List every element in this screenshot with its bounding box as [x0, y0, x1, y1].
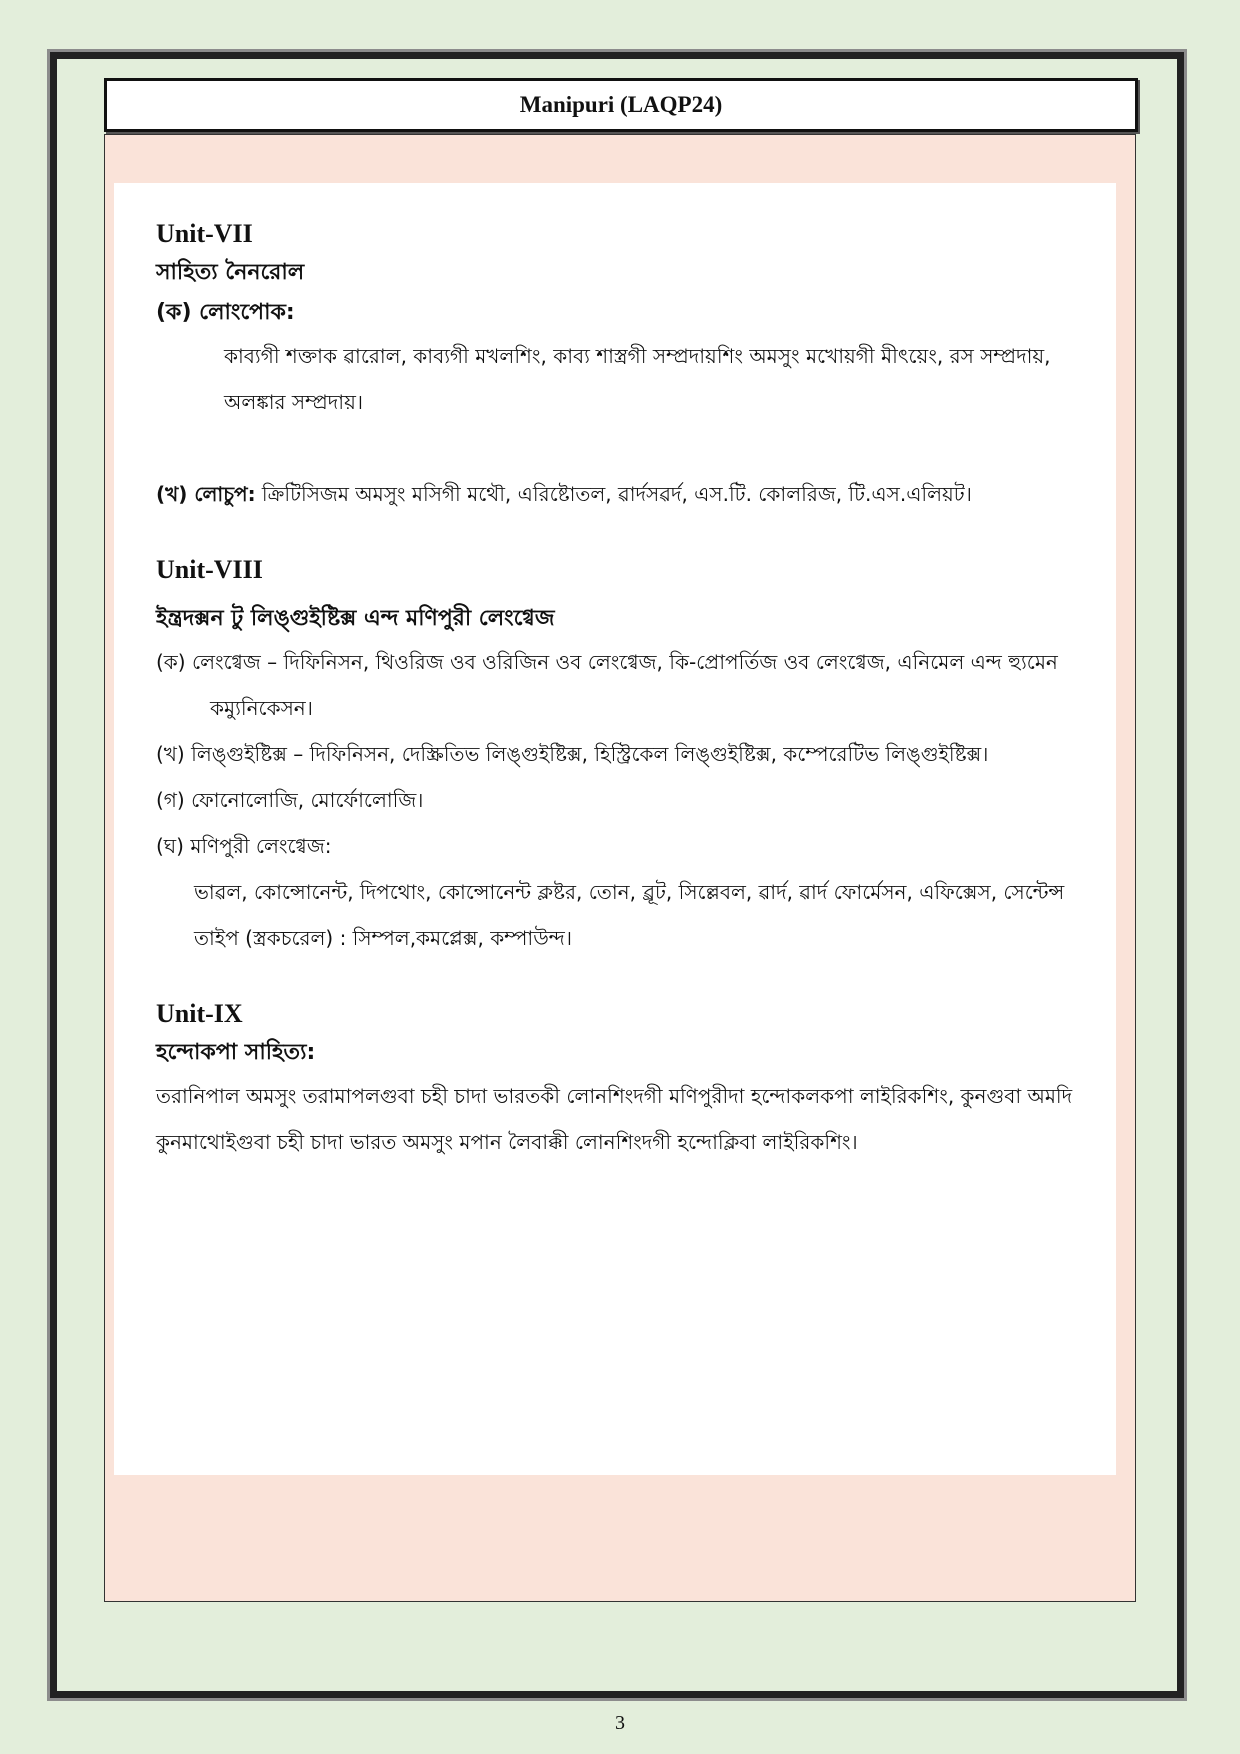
- unit-8-gha-text: ভাৱল, কোন্সোনেন্ট, দিপথোং, কোন্সোনেন্ট ক্লষ্টর, তোন, ৱ্রূট, সিল্লেবল, ৱার্দ, ৱার্দ ফোর্মেসন, এফিক্সেস, সেন্টেন্স তাইপ (স্ত্রকচরেল) : সিম্পল,কমপ্লেক্স, কম্পাউন্দ।: [194, 880, 1065, 950]
- unit-8-heading: ইন্ত্রদক্সন টু লিঙ্গুইষ্টিক্স এন্দ মণিপুরী লেংগ্বেজ: [156, 606, 555, 631]
- unit-7-kha: [156, 471, 1086, 517]
- unit-7-title: Unit-VII: [156, 219, 253, 248]
- page-number: 3: [615, 1712, 625, 1734]
- unit-7-ka-label: (ক) লোংপোক:: [156, 300, 295, 325]
- unit-8-title: Unit-VIII: [156, 555, 263, 584]
- unit-8-item: (ক) লেংগ্বেজ – দিফিনিসন, থিওরিজ ওব ওরিজিন ওব লেংগ্বেজ, কি-প্রোপর্তিজ ওব লেংগ্বেজ, এনিমেল এন্দ হ্যুমেন কম্যুনিকেসন।: [156, 650, 1058, 720]
- unit-8-item: (গ) ফোনোলোজি, মোর্ফোলোজি।: [156, 788, 424, 812]
- syllabus-content: [156, 215, 1086, 1165]
- unit-9-text: তরানিপাল অমসুং তরামাপলগুবা চহী চাদা ভারতকী লোনশিংদগী মণিপুরীদা হন্দোকলকপা লাইরিকশিং, কুনগুবা অমদি কুনমাথোইগুবা চহী চাদা ভারত অমসুং মপান লৈবাক্কী লোনশিংদগী হন্দোক্লিবা লাইরিকশিং।: [156, 1084, 1073, 1154]
- unit-7-kha-text: ক্রিটিসিজম অমসুং মসিগী মথৌ, এরিষ্টোতল, ৱার্দসৱর্দ, এস.টি. কোলরিজ, টি.এস.এলিয়ট।: [261, 482, 972, 506]
- unit-7-kha-label: (খ) লোচুপ:: [156, 482, 256, 506]
- unit-8-item: (ঘ) মণিপুরী লেংগ্বেজ:: [156, 834, 332, 858]
- unit-7-ka-text: কাব্যগী শক্তাক ৱারোল, কাব্যগী মখলশিং, কাব্য শাস্ত্রগী সম্প্রদায়শিং অমসুং মখোয়গী মীৎয়েং, রস সম্প্রদায়, অলঙ্কার সম্প্রদায়।: [224, 344, 1051, 414]
- unit-7-heading: সাহিত্য নৈনরোল: [156, 260, 305, 285]
- unit-9-title: Unit-IX: [156, 999, 243, 1028]
- unit-9-heading: হন্দোকপা সাহিত্য:: [156, 1040, 316, 1065]
- unit-8-item: (খ) লিঙ্গুইষ্টিক্স – দিফিনিসন, দেস্ক্রিতিভ লিঙ্গুইষ্টিক্স, হিস্ট্রিকেল লিঙ্গুইষ্টিক্স, কম্পেরেটিভ লিঙ্গুইষ্টিক্স।: [156, 742, 989, 766]
- header-title: Manipuri (LAQP24): [104, 78, 1138, 132]
